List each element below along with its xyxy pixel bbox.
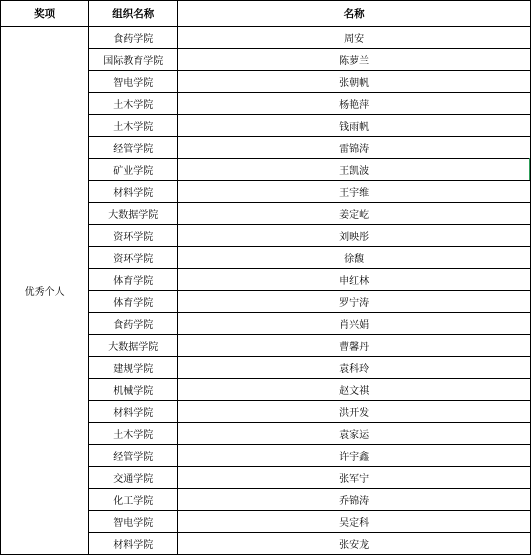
name-cell: 徐馥 <box>178 247 531 269</box>
name-cell: 张军宁 <box>178 467 531 489</box>
org-cell: 食药学院 <box>89 27 178 49</box>
name-cell: 吴定科 <box>178 511 531 533</box>
org-cell: 智电学院 <box>89 511 178 533</box>
org-cell: 交通学院 <box>89 467 178 489</box>
header-award: 奖项 <box>1 1 89 27</box>
org-cell: 材料学院 <box>89 533 178 555</box>
name-cell: 王宇维 <box>178 181 531 203</box>
name-cell: 姜定屹 <box>178 203 531 225</box>
name-cell: 赵文祺 <box>178 379 531 401</box>
org-cell: 矿业学院 <box>89 159 178 181</box>
org-cell: 材料学院 <box>89 401 178 423</box>
org-cell: 土木学院 <box>89 93 178 115</box>
name-cell: 肖兴娟 <box>178 313 531 335</box>
name-cell: 罗宁涛 <box>178 291 531 313</box>
org-cell: 经管学院 <box>89 137 178 159</box>
org-cell: 资环学院 <box>89 225 178 247</box>
org-cell: 建规学院 <box>89 357 178 379</box>
name-cell: 申红林 <box>178 269 531 291</box>
org-cell: 大数据学院 <box>89 335 178 357</box>
org-cell: 化工学院 <box>89 489 178 511</box>
org-cell: 大数据学院 <box>89 203 178 225</box>
org-cell: 体育学院 <box>89 291 178 313</box>
org-cell: 材料学院 <box>89 181 178 203</box>
name-cell: 周安 <box>178 27 531 49</box>
org-cell: 机械学院 <box>89 379 178 401</box>
table-body <box>1 27 531 555</box>
name-cell: 刘映彤 <box>178 225 531 247</box>
award-cell: 优秀个人 <box>1 27 89 555</box>
cell-selection-marker <box>529 158 530 180</box>
org-cell: 资环学院 <box>89 247 178 269</box>
header-name: 名称 <box>178 1 531 27</box>
name-cell: 张安龙 <box>178 533 531 555</box>
table-row <box>1 27 531 49</box>
name-cell: 张朝帆 <box>178 71 531 93</box>
org-cell: 土木学院 <box>89 423 178 445</box>
name-cell: 钱雨帆 <box>178 115 531 137</box>
name-cell: 袁科玲 <box>178 357 531 379</box>
name-cell: 雷锦涛 <box>178 137 531 159</box>
org-cell: 经管学院 <box>89 445 178 467</box>
name-cell: 陈萝兰 <box>178 49 531 71</box>
name-cell: 洪开发 <box>178 401 531 423</box>
name-cell: 乔锦涛 <box>178 489 531 511</box>
name-cell: 王凯波 <box>178 159 531 181</box>
name-cell: 曹馨丹 <box>178 335 531 357</box>
header-row <box>1 1 531 27</box>
org-cell: 国际教育学院 <box>89 49 178 71</box>
org-cell: 智电学院 <box>89 71 178 93</box>
org-cell: 土木学院 <box>89 115 178 137</box>
org-cell: 食药学院 <box>89 313 178 335</box>
name-cell: 杨艳萍 <box>178 93 531 115</box>
name-cell: 许宇鑫 <box>178 445 531 467</box>
header-org: 组织名称 <box>89 1 178 27</box>
name-cell: 袁家运 <box>178 423 531 445</box>
org-cell: 体育学院 <box>89 269 178 291</box>
